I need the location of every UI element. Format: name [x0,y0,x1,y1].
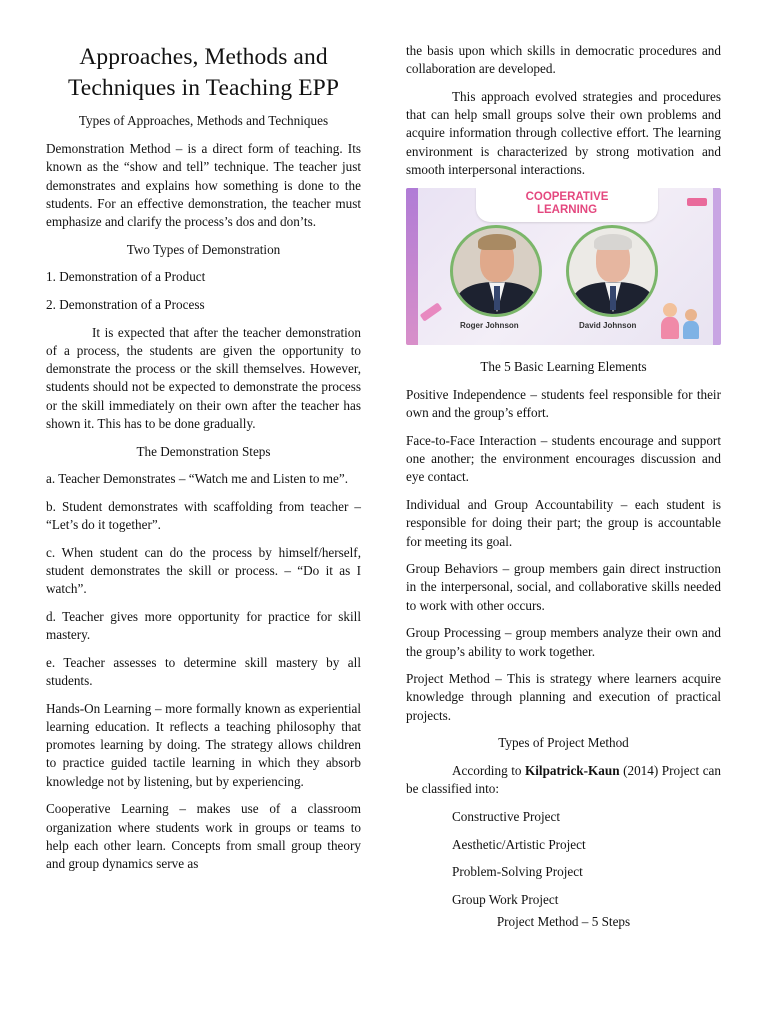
according-author: Kilpatrick-Kaun [525,763,620,779]
according-suffix: (2014) Project can be classified into: [406,763,721,797]
banner-title-line1: COOPERATIVE [525,191,609,204]
hands-on-paragraph: Hands-On Learning – more formally known as experiential learning education. It reflects a teaching philosophy that promotes learning by doing. The strategy allows children to practice guided tactile learning in which they absorb knowledge not by listening, but by experiencing. [46,700,361,789]
according-paragraph [406,762,721,798]
pencil-icon [420,303,443,322]
approach-paragraph: This approach evolved strategies and procedures that can help small groups solve their own problems and acquire information through collective effort. The learning environment is characterized by strong motivation and smooth interpersonal interactions. [406,88,721,177]
kids-illustration-icon [659,297,709,341]
project-types-heading: Types of Project Method [498,735,629,751]
left-column [46,0,361,883]
step-e: e. Teacher assesses to determine skill mastery by all students. [46,654,361,689]
element-positive-independence: Positive Independence – students feel responsible for their own and the group’s effort. [406,387,721,421]
element-face-to-face: Face-to-Face Interaction – students encourage and support one another; the environment encourages discussion and eye contact. [406,433,721,485]
cooperative-paragraph: Cooperative Learning – makes use of a classroom organization where students work in groups or teams to help each other learn. Concepts from small group theory and group dynamics serve as [46,801,361,871]
according-prefix: According to [452,763,526,779]
portrait-roger-johnson [450,225,542,317]
project-type-item: Problem-Solving Project [452,864,583,880]
project-steps-heading: Project Method – 5 Steps [496,914,631,930]
step-d: d. Teacher gives more opportunity for practice for skill mastery. [46,608,361,643]
caption-roger-johnson: Roger Johnson [460,321,519,331]
demo-type-2: 2. Demonstration of a Process [46,297,205,313]
portrait-david-johnson [566,225,658,317]
step-c: c. When student can do the process by himself/herself, student demonstrates the skill or process. – “Do it as I watch”. [46,544,361,597]
demo-type-1: 1. Demonstration of a Product [46,269,206,285]
project-type-item: Group Work Project [452,892,559,908]
banner-title [476,188,658,222]
step-a: a. Teacher Demonstrates – “Watch me and Listen to me”. [46,471,349,487]
project-method-paragraph: Project Method – This is strategy where learners acquire knowledge through planning and execution of practical projects. [406,671,721,723]
banner-title-line2: LEARNING [536,204,598,217]
demonstration-method-paragraph: Demonstration Method – is a direct form of teaching. Its known as the “show and tell” technique. The teacher just demonstrates and explains how something is done to the students. For an effective demonstration, the teacher must emphasize and clarify the process’s dos and don’ts. [46,141,361,230]
steps-heading: The Demonstration Steps [136,443,271,459]
step-b: b. Student demonstrates with scaffolding from teacher – “Let’s do it together”. [46,498,361,533]
banner-frame-right [713,188,721,345]
page-title: Approaches, Methods and Techniques in Teaching EPP [67,44,340,101]
caption-david-johnson: David Johnson [579,321,637,331]
project-type-item: Constructive Project [452,808,561,824]
element-group-behaviors: Group Behaviors – group members gain direct instruction in the interpersonal, social, and collaborative skills needed to work with other occurs. [406,561,721,613]
expected-paragraph: It is expected that after the teacher demonstration of a process, the students are given the opportunity to demonstrate the process or the skill themselves. However, students should not be expected to demonstrate the process or the skill immediately on their own after the teacher has shown it. This has to be done gradually. [46,324,361,431]
banner-frame-left [406,188,418,345]
two-types-heading: Two Types of Demonstration [126,241,281,257]
elements-heading: The 5 Basic Learning Elements [480,359,647,375]
element-accountability: Individual and Group Accountability – each student is responsible for doing their part; the group is accountable for meeting its goal. [406,497,721,549]
right-column [406,42,721,941]
window-control-icon [687,198,707,206]
project-type-item: Aesthetic/Artistic Project [452,836,586,852]
types-heading: Types of Approaches, Methods and Techniques [78,113,329,128]
continued-paragraph: the basis upon which skills in democratic procedures and collaboration are developed. [406,43,721,77]
element-group-processing: Group Processing – group members analyze their own and the group’s ability to work together. [406,625,721,659]
cooperative-learning-banner [406,188,721,345]
